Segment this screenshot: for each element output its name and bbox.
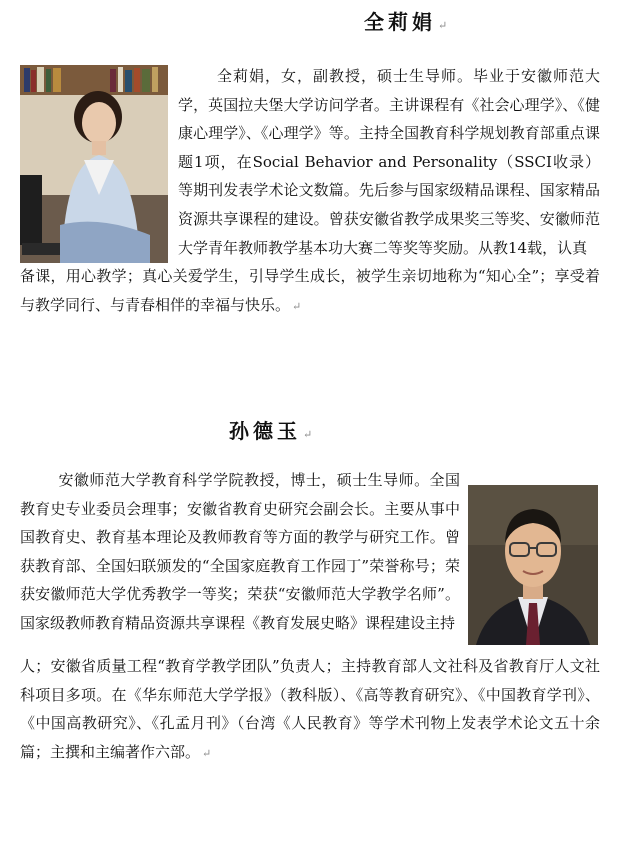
bio-text-part: 全莉娟，女，副教授，硕士生导师。毕业于安徽师范大学，英国拉夫堡大学访问学者。主讲课程有《社会心理学》、《健康心理学》、《心理学》等。主持全国教育科学规划教育部重点课题1项，在Social Behavior and Personality（SSCI收录）等期刊发表学术论文数篇。先后参与国家级精品课程、国家精品资源共享课程的建设。曾获安徽省教学成果奖三等奖、安徽师范大学青年教师教学基本功大赛二等奖等奖励。从教14载，认真 <box>178 67 600 257</box>
person1-name-heading <box>364 6 447 35</box>
person1-photo <box>20 65 168 263</box>
person2-name-heading <box>229 415 312 444</box>
bio-text-part: 备课，用心教学；真心关爱学生，引导学生成长，被学生亲切地称为“知心全”；享受着与教学同行、与青春相伴的幸福与快乐。 <box>20 267 600 314</box>
person1-bio-top <box>178 62 600 262</box>
person2-name: 孙德玉 <box>229 419 301 443</box>
paragraph-mark-icon: ↵ <box>202 746 212 760</box>
bio-text-part: 人；安徽省质量工程“教育学教学团队”负责人；主持教育部人文社科及省教育厅人文社科项目多项。在《华东师范大学学报》（教科版）、《高等教育研究》、《中国教育学刊》、《中国高教研究》、《孔孟月刊》（台湾《人民教育》等学术刊物上发表学术论文五十余篇；主撰和主编著作六部。 <box>20 657 600 761</box>
person2-photo <box>468 485 598 645</box>
person2-bio-top <box>20 466 460 638</box>
paragraph-mark-icon: ↵ <box>303 428 313 441</box>
person1-name: 全莉娟 <box>364 10 436 34</box>
bio-text-part: 安徽师范大学教育科学学院教授，博士，硕士生导师。全国教育史专业委员会理事；安徽省教育史研究会副会长。主要从事中国教育史、教育基本理论及教师教育等方面的教学与研究工作。曾获教育部、全国妇联颁发的“全国家庭教育工作园丁”荣誉称号；荣获安徽师范大学优秀教学一等奖；荣获“安徽师范大学教学名师”。国家级教师教育精品资源共享课程《教育发展史略》课程建设主持 <box>20 471 460 632</box>
person1-bio-bottom <box>20 262 600 321</box>
person2-bio-bottom <box>20 652 600 768</box>
paragraph-mark-icon: ↵ <box>438 19 448 32</box>
paragraph-mark-icon: ↵ <box>292 299 302 313</box>
